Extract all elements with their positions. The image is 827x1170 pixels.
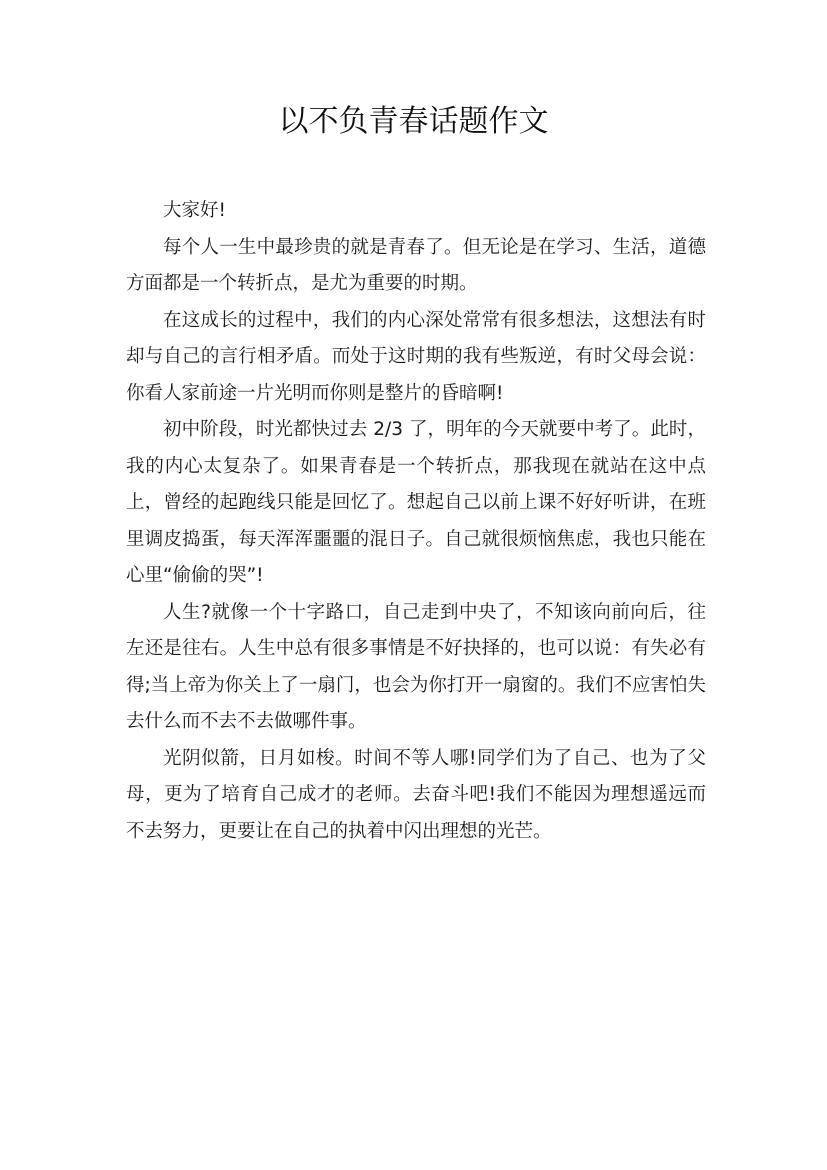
document-body [126,193,706,850]
paragraph: 人生?就像一个十字路口，自己走到中央了，不知该向前向后，往左还是往右。人生中总有很多事情是不好抉择的，也可以说：有失必有得;当上帝为你关上了一扇门，也会为你打开一扇窗的。我们不应害怕失去什么而不去不去做哪件事。 [126,601,706,732]
document-title: 以不负青春话题作文 [278,104,549,139]
paragraph: 初中阶段，时光都快过去 2/3 了，明年的今天就要中考了。此时，我的内心太复杂了。如果青春是一个转折点，那我现在就站在这中点上，曾经的起跑线只能是回忆了。想起自己以前上课不好好听讲，在班里调皮捣蛋，每天浑浑噩噩的混日子。自己就很烦恼焦虑，我也只能在心里“偷偷的哭”! [126,419,706,586]
paragraph: 在这成长的过程中，我们的内心深处常常有很多想法，这想法有时却与自己的言行相矛盾。而处于这时期的我有些叛逆，有时父母会说：你看人家前途一片光明而你则是整片的昏暗啊! [126,309,706,404]
paragraph: 每个人一生中最珍贵的就是青春了。但无论是在学习、生活，道德方面都是一个转折点，是尤为重要的时期。 [126,236,706,294]
paragraph: 光阴似箭，日月如梭。时间不等人哪!同学们为了自己、也为了父母，更为了培育自己成才的老师。去奋斗吧!我们不能因为理想遥远而不去努力，更要让在自己的执着中闪出理想的光芒。 [126,747,706,842]
paragraph: 大家好! [163,200,226,221]
